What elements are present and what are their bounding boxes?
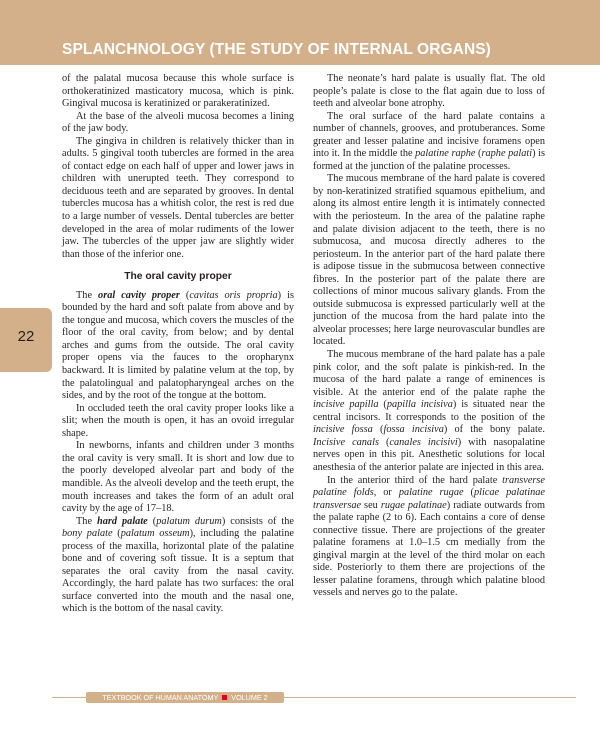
- paragraph: In newborns, infants and children under 3 months the oral cavity is very small. It is short and low due to the poorly developed alveolar part and body of the mandible. As the alveoli develop and the teeth erupt, the mouth increases and takes the form of an adult oral cavity by the age of 17–18.: [62, 440, 294, 515]
- left-column: [62, 73, 294, 616]
- term: incisive fossa: [313, 424, 373, 436]
- latin-term: plicae palatinae transversae: [313, 487, 545, 511]
- term: hard palate: [97, 515, 148, 527]
- latin-term: palatum durum: [156, 515, 222, 527]
- running-footer: [86, 692, 284, 703]
- book-title: TEXTBOOK OF HUMAN ANATOMY: [102, 693, 219, 702]
- term: Incisive canals: [313, 436, 379, 448]
- page-number: 22: [17, 328, 35, 345]
- paragraph: The gingiva in children is relatively thicker than in adults. 5 gingival tooth tubercles are formed in the area of contact edge on each half of upper and lower jaws in children with unerupted teeth. They correspond to deciduous teeth and are separated by grooves. In dental tubercles mucosa has a whitish color, the rest is red due to a large number of vessels. Dental tubercles are better developed in the area of molar rudiments of the lower jaw. The tubercles of the upper jaw are slightly wider than those of the inferior one.: [62, 135, 294, 260]
- term: bony palate: [62, 528, 113, 540]
- term: palatine raphe: [415, 148, 476, 160]
- latin-term: raphe palati: [481, 148, 533, 160]
- term: palatine rugae: [398, 487, 464, 499]
- paragraph: The oral surface of the hard palate contains a number of channels, grooves, and protuberances. Some greater and lesser palatine and incisive foramens open into it. In the middle the palatine raphe (raphe palati) is formed at the junction of the palatine processes.: [313, 110, 546, 172]
- latin-term: canales incisivi: [389, 436, 458, 448]
- term: oral cavity proper: [98, 289, 180, 301]
- paragraph: In occluded teeth the oral cavity proper looks like a slit; when the mouth is open, it has an ovoid irregular shape.: [62, 402, 294, 439]
- latin-term: papilla incisiva: [386, 399, 453, 411]
- latin-term: cavitas oris propria: [189, 289, 278, 301]
- section-heading: The oral cavity proper: [124, 271, 232, 283]
- chapter-title: SPLANCHNOLOGY (THE STUDY OF INTERNAL ORGANS): [62, 41, 491, 58]
- paragraph: In the anterior third of the hard palate transverse palatine folds, or palatine rugae (plicae palatinae transversae seu rugae palatinae) radiate outwards from the palate raphe (2 to 6). Each contains a core of dense connective tissue. There are projections of the greater palatine foramens at 1.0–1.5 cm medially from the gingival margin at the level of the third molar on each side. Posteriorly to them there are projections of the lesser palatine foramens, through which palatine blood vessels and nerves go to the palate.: [313, 474, 545, 599]
- page-number-tab: [0, 308, 52, 372]
- term: transverse palatine folds: [313, 474, 545, 499]
- paragraph: The hard palate (palatum durum) consists of the bony palate (palatum osseum), including the palatine process of the maxilla, horizontal plate of the palatine bone and of covering soft tissue. It is a septum that separates the oral cavity from the nasal cavity. Accordingly, the hard palate has two surfaces: the oral surface converted into the mouth and the nasal one, which is the bottom of the nasal cavity.: [62, 515, 294, 615]
- right-column: [313, 73, 545, 600]
- latin-term: rugae palatinae: [380, 499, 447, 511]
- paragraph: The mucous membrane of the hard palate has a pale pink color, and the soft palate is pinkish-red. In the mucosa of the hard palate a range of eminences is visible. At the anterior end of the palate raphe the incisive papilla (papilla incisiva) is situated near the central incisors. It corresponds to the position of the incisive fossa (fossa incisiva) of the bony palate. Incisive canals (canales incisivi) with nasopalatine nerves open in this pit. Anesthetic solutions for local anesthesia of the anterior palate are injected in this area.: [313, 349, 545, 473]
- paragraph: The oral cavity proper (cavitas oris propria) is bounded by the hard and soft palate from above and by the tongue and mucosa, which covers the muscles of the floor of the oral cavity, from below; and by dental arches and gums from the outside. The oral cavity proper opens via the fauces to the oropharynx backward. It is limited by palatine velum at the top, by the palatolingual and palatopharyngeal arches on the sides, and by the root of the tongue at the bottom.: [62, 289, 294, 402]
- paragraph: of the palatal mucosa because this whole surface is orthokeratinized masticatory mucosa, which is pink. Gingival mucosa is keratinized or parakeratinized.: [62, 73, 294, 110]
- paragraph: The mucous membrane of the hard palate is covered by non-keratinized stratified squamous epithelium, and along its almost entire length it is intimately connected with the periosteum. In the area of the palatine raphe and palate division adjacent to the teeth, there is no submucosa, and mucosa directly adheres to the periosteum. In the anterior part of the hard palate there is adipose tissue in the submucosa between connective fibres. In the posterior part of the palate there are collections of minor mucous salivary glands. From the outside submucosa is expressed particularly well at the junction of the mucosa from the hard palate into the alveolar processes; here large neurovascular bundles are located.: [313, 173, 545, 348]
- header-bar: [0, 0, 600, 65]
- paragraph: At the base of the alveoli mucosa becomes a lining of the jaw body.: [62, 110, 294, 135]
- paragraph: The neonate’s hard palate is usually flat. The old people’s palate is close to the flat again due to loss of teeth and alveolar bone atrophy.: [313, 73, 545, 110]
- term: incisive papilla: [313, 399, 379, 411]
- latin-term: palatum osseum: [120, 528, 190, 540]
- square-marker-icon: [222, 695, 227, 700]
- volume-label: VOLUME 2: [231, 693, 268, 702]
- latin-term: fossa incisiva: [383, 424, 444, 436]
